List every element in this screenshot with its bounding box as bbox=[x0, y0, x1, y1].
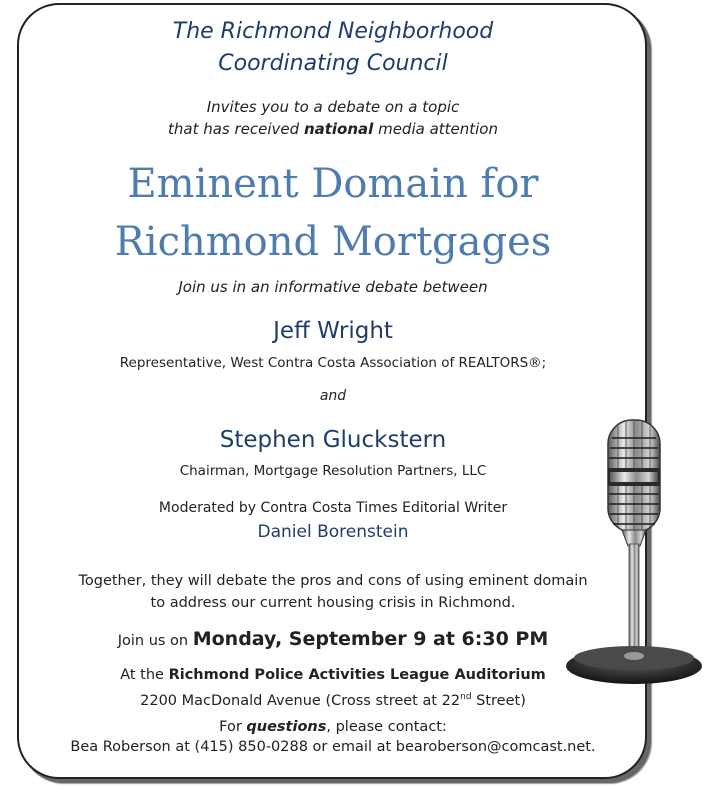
together-line2: to address our current housing crisis in Richmond. bbox=[150, 595, 516, 611]
datetime-bold: Monday, September 9 at 6:30 PM bbox=[192, 628, 549, 650]
event-title-line1: Eminent Domain for bbox=[127, 161, 539, 207]
invite-line2: that has received national media attention bbox=[167, 120, 498, 138]
org-name-line2: Coordinating Council bbox=[218, 51, 448, 76]
venue-address: 2200 MacDonald Avenue (Cross street at 22nd Street) bbox=[140, 692, 526, 709]
contact-line1: For questions, please contact: bbox=[219, 719, 447, 735]
speaker1-role: Representative, West Contra Costa Association of REALTORS®; bbox=[119, 355, 547, 371]
microphone-icon bbox=[560, 418, 710, 686]
event-datetime: Join us on Monday, September 9 at 6:30 PM bbox=[117, 628, 549, 650]
contact-line2: Bea Roberson at (415) 850-0288 or email at bearoberson@comcast.net. bbox=[70, 739, 596, 755]
join-debate-text: Join us in an informative debate between bbox=[178, 278, 488, 296]
national-emphasis: national bbox=[303, 120, 374, 138]
moderator-name: Daniel Borenstein bbox=[257, 522, 409, 542]
together-line1: Together, they will debate the pros and cons of using eminent domain bbox=[78, 573, 588, 589]
moderator-label: Moderated by Contra Costa Times Editorial Writer bbox=[158, 500, 508, 516]
venue-line: At the Richmond Police Activities League Auditorium bbox=[120, 667, 546, 683]
org-name-line1: The Richmond Neighborhood bbox=[172, 19, 494, 44]
event-title-line2: Richmond Mortgages bbox=[114, 219, 552, 265]
and-text: and bbox=[319, 388, 347, 404]
venue-name: Richmond Police Activities League Auditorium bbox=[168, 667, 546, 683]
speaker2-role: Chairman, Mortgage Resolution Partners, LLC bbox=[179, 463, 487, 479]
invite-line1: Invites you to a debate on a topic bbox=[206, 98, 460, 116]
speaker1-name: Jeff Wright bbox=[273, 318, 393, 344]
questions-emphasis: questions bbox=[246, 719, 327, 735]
speaker2-name: Stephen Gluckstern bbox=[219, 427, 447, 453]
